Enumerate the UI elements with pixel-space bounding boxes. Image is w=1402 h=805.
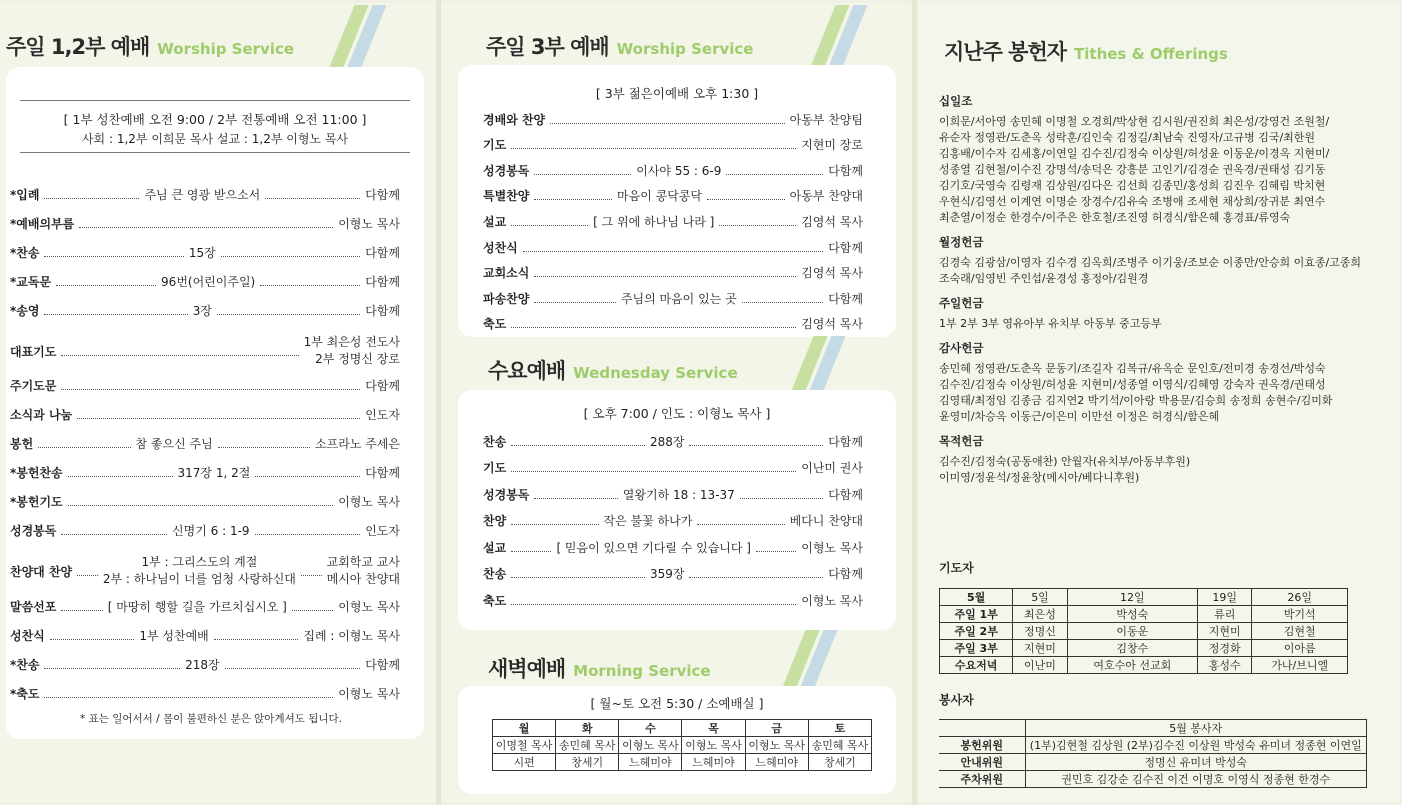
order-leader: 소프라노 주세은 [315,436,400,451]
morning-day: 월 [493,720,556,737]
morning-book: 느헤미야 [619,754,682,771]
section-title-offerings: 지난주 봉헌자 Tithes & Offerings [944,40,1228,64]
order-row [10,520,400,540]
order-row [10,553,400,589]
order-row [483,135,863,155]
prayer-cell: 이동운 [1067,623,1197,640]
divider [20,152,410,153]
volunteers-cell: 권민호 김강순 김수진 이건 이명호 이영식 정종현 한경수 [1025,771,1367,788]
prayer-cell: 주일 3부 [940,640,1013,657]
order-leader: 다함께 [365,245,400,260]
leader-dots [44,668,180,669]
order-row [483,590,863,610]
leader-dots [707,199,785,200]
order-row [10,596,400,616]
order-row [10,625,400,645]
order-label: 성찬식 [483,240,518,255]
volunteers-heading: 봉사자 [939,693,974,707]
morning-day: 수 [619,720,682,737]
leader-dots [265,198,360,199]
offerings-panel [918,3,1400,802]
order-row [483,484,863,504]
order-content: 마음이 콩닥콩닥 [617,189,702,204]
order-leader: 다함께 [365,187,400,202]
leader-dots [218,447,310,448]
leader-dots [511,148,796,149]
order-row [483,511,863,531]
prayer-row [940,640,1348,657]
offering-line: 최춘열/이정순 한경수/이주은 한호철/조진영 허경식/함은혜 홍경표/류영숙 [939,211,1291,224]
morning-leader: 이형노 목사 [682,737,745,754]
order-label: 찬송 [483,567,507,581]
order-content: [ 그 위에 하나님 나라 ] [593,214,715,229]
order-leader [327,554,400,588]
leader-dots [534,276,796,277]
order-content: 1부 성찬예배 [139,628,209,643]
offering-line: 우현식/김영선 이계연 이명순 장경수/김유숙 조병애 조세현 채상희/장귀분 최연수 [939,195,1326,208]
leader-dots [44,697,333,698]
order-row [10,462,400,482]
morning-leader: 이형노 목사 [619,737,682,754]
order-label: 대표기도 [10,344,57,359]
morning-book: 창세기 [556,754,619,771]
order-content: 317장 1, 2절 [177,465,251,480]
leader-dots [61,534,167,535]
order-content: 이사야 55 : 6-9 [636,163,722,178]
offering-line: 김경숙 김광삼/이영자 김수경 김옥희/조병주 이기웅/조보순 이종만/안승희 이효종/고종희 [939,256,1362,269]
order-label: *찬송 [10,657,40,672]
order-label: 기도 [483,461,507,475]
order-leader: 아동부 찬양대 [789,189,863,204]
leader-dots [61,610,102,611]
offering-group-title: 주일헌금 [939,296,984,310]
prayer-row [940,657,1348,674]
offering-names [939,255,1379,287]
prayer-head-cell: 12일 [1067,589,1197,606]
order-content: 작은 불꽃 하나가 [603,514,693,528]
morning-book: 창세기 [808,754,871,771]
worship-12-panel [0,3,437,802]
prayer-cell: 김현철 [1252,623,1348,640]
order-leader: 다함께 [828,434,863,449]
leader-dots [756,551,796,552]
prayer-cell: 주일 1부 [940,606,1013,623]
order-row [483,186,863,206]
order-leader: 집례 : 이형노 목사 [303,628,400,643]
order-content: 15장 [188,245,216,260]
leader-dots [511,327,796,328]
morning-day: 화 [556,720,619,737]
order-row [483,458,863,478]
leader-dots [697,524,784,525]
offering-line: 윤영미/차승옥 이동근/이은미 이만선 이정은 허경식/함은혜 [939,410,1220,423]
order-leader: 지현미 장로 [801,138,863,153]
leader-dots [292,610,333,611]
leader-dots [38,447,130,448]
leader-dots [550,123,784,124]
order-label: *예배의부름 [10,216,75,231]
volunteers-row [939,754,1367,771]
prayer-cell: 정경화 [1198,640,1252,657]
divider [20,100,410,101]
order-leader: 다함께 [828,240,863,255]
leader-dots [255,534,361,535]
order-row [483,263,863,283]
order-row [483,237,863,257]
volunteers-cell: (1부)김현철 김상원 (2부)김수진 이상원 박성숙 유미녀 정종현 이연일 [1025,737,1367,754]
order-row [10,271,400,291]
leader-dots [511,524,598,525]
offering-names [939,114,1379,226]
order-row [483,109,863,129]
morning-schedule-table [492,719,872,771]
order-row [10,404,400,424]
order-content: 96번(어린이주일) [161,274,256,289]
prayer-cell: 이아름 [1252,640,1348,657]
prayer-head-cell: 26일 [1252,589,1348,606]
offering-line: 이미영/정윤석/정윤창(메시아/베다니후원) [939,471,1140,484]
order-leader: 다함께 [828,163,864,178]
order-label: *입례 [10,187,40,202]
leader-dots [61,389,360,390]
offering-line: 조숙래/임영빈 주인섭/윤경성 홍정아/김원경 [939,272,1149,285]
order-row [10,333,400,369]
leader-dots [511,471,796,472]
offering-line: 1부 2부 3부 영유아부 유치부 아동부 중고등부 [939,317,1162,330]
order-content: 열왕기하 18 : 13-37 [622,487,735,502]
order-label: 교회소식 [483,266,530,281]
order-label: 소식과 나눔 [10,407,73,422]
prayer-cell: 최은성 [1013,606,1067,623]
leader-dots [56,285,156,286]
order-label: *송영 [10,303,40,318]
leader-dots [50,639,135,640]
order-label: 성경봉독 [483,487,530,502]
prayer-cell: 지현미 [1198,623,1252,640]
leader-dots [225,668,361,669]
worship-3-panel [441,3,911,802]
order-content: 신명기 6 : 1-9 [172,523,250,538]
order-label: 기도 [483,138,507,153]
leader-dots [740,498,823,499]
leader-dots [511,577,645,578]
order-row [10,491,400,511]
prayer-head-cell: 5일 [1013,589,1067,606]
order-leader-line: 메시아 찬양대 [326,572,400,586]
leader-dots [260,285,360,286]
leader-dots [534,174,631,175]
order-leader: 아동부 찬양팀 [789,112,863,127]
order-leader: 이형노 목사 [801,540,864,555]
order-label: 주기도문 [10,378,57,393]
leader-dots [79,227,333,228]
order-content: [ 믿음이 있으면 기다릴 수 있습니다 ] [556,540,751,555]
order-row [10,242,400,262]
offering-names [939,361,1379,425]
leader-dots [301,575,322,576]
volunteers-cell: 봉헌위원 [939,737,1025,754]
leader-dots [689,577,823,578]
order-leader: 베다니 찬양대 [789,514,863,528]
fold-line [912,0,917,805]
order-row [483,537,863,557]
service-staff: 사회 : 1,2부 이희문 목사 설교 : 1,2부 이형노 목사 [81,132,349,146]
leader-dots [44,256,183,257]
leader-dots [523,251,823,252]
leader-dots [534,498,617,499]
prayer-cell: 수요저녁 [940,657,1013,674]
order-content: [ 마땅히 행할 길을 가르치십시오 ] [107,599,287,614]
order-row [10,683,400,703]
prayer-cell: 가나/브니엘 [1252,657,1348,674]
leader-dots [742,302,824,303]
order-leader-line: 1부 최은성 전도사 [303,335,400,349]
order-label: *찬송 [10,245,40,260]
order-label: *교독문 [10,274,52,289]
order-row [10,300,400,320]
leader-dots [217,314,360,315]
offering-line: 김홍배/이수자 김세홍/이연일 김수진/김정숙 이상원/허성윤 이동운/이경옥 지현미/ [939,147,1330,160]
offerings-list [939,93,1379,494]
morning-book: 느헤미야 [682,754,745,771]
standing-note: * 표는 일어서서 / 몸이 불편하신 분은 앉아계셔도 됩니다. [80,713,342,725]
order-label: 특별찬양 [483,189,530,204]
morning-day: 토 [808,720,871,737]
prayer-cell: 류리 [1198,606,1252,623]
order-label: *축도 [10,686,40,701]
leader-dots [77,418,360,419]
offering-line: 김수진/김정숙 이상원/허성윤 지현미/성종열 이영식/김혜영 강숙자 권옥경/권태성 [939,378,1326,391]
order-label: 축도 [483,317,507,332]
prayer-head-cell: 5월 [940,589,1013,606]
leader-dots [77,575,98,576]
order-leader: 이형노 목사 [338,686,400,701]
order-row [483,564,863,584]
morning-leader: 송민혜 목사 [556,737,619,754]
order-content [103,554,296,588]
leader-dots [44,198,139,199]
offering-line: 김영태/최정임 김종금 김지연2 박기석/이아랑 박용문/김승희 송정희 송현수/김미화 [939,394,1333,407]
order-leader: 김영석 목사 [801,214,863,229]
prayer-cell: 주일 2부 [940,623,1013,640]
order-label: 축도 [483,593,507,608]
volunteers-cell: 안내위원 [939,754,1025,771]
order-leader: 다함께 [365,274,400,289]
offering-group-title: 월정헌금 [939,235,984,249]
leader-dots [511,225,588,226]
order-leader: 김영석 목사 [801,317,863,332]
leader-dots [511,604,796,605]
offering-group-title: 목적헌금 [939,434,984,448]
order-leader-line: 교회학교 교사 [326,555,400,569]
order-label: 성경봉독 [483,163,530,178]
order-row [483,160,863,180]
morning-leader: 이명철 목사 [493,737,556,754]
order-leader: 다함께 [828,567,863,581]
volunteers-row [939,737,1367,754]
prayer-row [940,623,1348,640]
order-leader: 이난미 권사 [801,461,863,475]
order-row [10,654,400,674]
leader-dots [511,445,645,446]
prayer-head-cell: 19일 [1198,589,1252,606]
order-content: 218장 [185,657,220,672]
prayer-cell: 이난미 [1013,657,1067,674]
prayer-cell: 여호수아 선교회 [1067,657,1197,674]
leader-dots [511,551,551,552]
order-content: 288장 [649,434,685,449]
prayer-cell: 김창수 [1067,640,1197,657]
morning-book: 느헤미야 [745,754,808,771]
prayer-cell: 박기석 [1252,606,1348,623]
leader-dots [221,256,360,257]
section-title-worship-12: 주일 1,2부 예배 Worship Service [6,35,295,59]
leader-dots [534,302,616,303]
leader-dots [44,314,187,315]
order-row [10,184,400,204]
order-row [483,431,863,451]
morning-leader: 송민혜 목사 [808,737,871,754]
order-label: *봉헌기도 [10,494,63,509]
offering-group-title: 감사헌금 [939,341,984,355]
order-leader [304,334,400,368]
offering-line: 송민혜 정영관/도춘옥 문동기/조길자 김복규/유옥순 문인호/전미경 송경선/박성숙 [939,362,1326,375]
order-content: 359장 [649,567,685,581]
volunteers-cell: 정명신 유미녀 박성숙 [1025,754,1367,771]
offering-line: 유순자 정영관/도춘옥 성락훈/김인숙 김정길/최남숙 진영자/고규병 김국/최한원 [939,131,1316,144]
order-row [483,288,863,308]
order-label: 찬양대 찬양 [10,564,73,579]
order-label: 파송찬양 [483,291,530,306]
order-leader-line: 2부 정명신 장로 [315,352,400,366]
prayer-heading: 기도자 [939,561,974,575]
order-leader: 김영석 목사 [801,266,863,281]
morning-book: 시편 [493,754,556,771]
wednesday-time: [ 오후 7:00 / 인도 : 이형노 목사 ] [583,406,771,421]
order-content: 주님 큰 영광 받으소서 [144,187,261,202]
prayer-row [940,606,1348,623]
volunteers-corner [939,720,1025,737]
offering-line: 성종열 김현철/이수진 강명석/송덕은 강흥분 고인기/김경순 권옥경/권태성 김기동 [939,163,1326,176]
leader-dots [726,174,823,175]
prayer-cell: 정명신 [1013,623,1067,640]
leader-dots [61,355,298,356]
volunteers-cell: 주차위원 [939,771,1025,788]
morning-time: [ 월~토 오전 5:30 / 소예배실 ] [590,696,764,711]
leader-dots [534,199,612,200]
offering-line: 김수진/김정숙(공동애찬) 안월자(유치부/아동부후원) [939,455,1191,468]
leader-dots [255,476,360,477]
section-title-morning: 새벽예배 Morning Service [488,657,711,681]
leader-dots [719,225,796,226]
order-label: *봉헌찬송 [10,465,63,480]
morning-day: 금 [745,720,808,737]
order-leader: 이형노 목사 [338,216,400,231]
section-title-wednesday: 수요예배 Wednesday Service [488,359,738,383]
morning-day: 목 [682,720,745,737]
volunteers-row [939,771,1367,788]
leader-dots [689,445,823,446]
order-leader: 인도자 [365,407,400,422]
order-label: 설교 [483,540,507,555]
morning-leader: 이형노 목사 [745,737,808,754]
section-title-worship-3: 주일 3부 예배 Worship Service [486,35,754,59]
order-leader: 이형노 목사 [801,593,863,608]
order-leader: 이형노 목사 [338,494,400,509]
order-row [10,433,400,453]
worship-3-time: [ 3부 젊은이예배 오후 1:30 ] [595,86,759,101]
offering-names [939,316,1379,332]
volunteers-table [939,719,1367,788]
prayer-cell: 홍성수 [1198,657,1252,674]
order-leader: 이형노 목사 [338,599,401,614]
order-label: 봉헌 [10,436,34,451]
order-leader: 다함께 [828,487,863,502]
offering-group-title: 십일조 [939,94,973,108]
prayer-table [939,588,1348,674]
order-leader: 다함께 [365,657,400,672]
offering-line: 김기호/국영숙 김령재 김상원/김다은 김선희 김종민/홍성희 김진우 김혜림 박치현 [939,179,1326,192]
order-label: 성경봉독 [10,523,57,538]
prayer-cell: 지현미 [1013,640,1067,657]
order-label: 말씀선포 [10,599,57,614]
order-content-line: 1부 : 그리스도의 계절 [141,555,258,569]
volunteers-month: 5월 봉사자 [1025,720,1367,737]
order-row [10,375,400,395]
leader-dots [214,639,299,640]
offering-names [939,454,1379,486]
leader-dots [68,476,173,477]
order-leader: 다함께 [365,465,400,480]
order-row [483,211,863,231]
order-content-line: 2부 : 하나님이 너를 엄청 사랑하신대 [102,572,296,586]
order-label: 성찬식 [10,628,45,643]
order-label: 경배와 찬양 [483,112,546,127]
service-times: [ 1부 성찬예배 오전 9:00 / 2부 전통예배 오전 11:00 ] [63,112,367,127]
order-content: 주님의 마음이 있는 곳 [620,291,737,306]
order-leader: 인도자 [365,523,400,538]
order-label: 설교 [483,214,507,229]
order-row [10,213,400,233]
order-leader: 다함께 [828,291,863,306]
order-leader: 다함께 [365,378,400,393]
leader-dots [68,505,334,506]
order-label: 찬양 [483,514,507,528]
order-row [483,314,863,334]
prayer-cell: 박성숙 [1067,606,1197,623]
order-leader: 다함께 [365,303,401,318]
order-label: 찬송 [483,434,507,449]
offering-line: 이희문/서아영 송민혜 이명철 오경희/박상현 김시원/권진희 최은성/강영건 조원철/ [939,115,1330,128]
order-content: 3장 [192,303,212,318]
order-content: 참 좋으신 주님 [135,436,213,451]
